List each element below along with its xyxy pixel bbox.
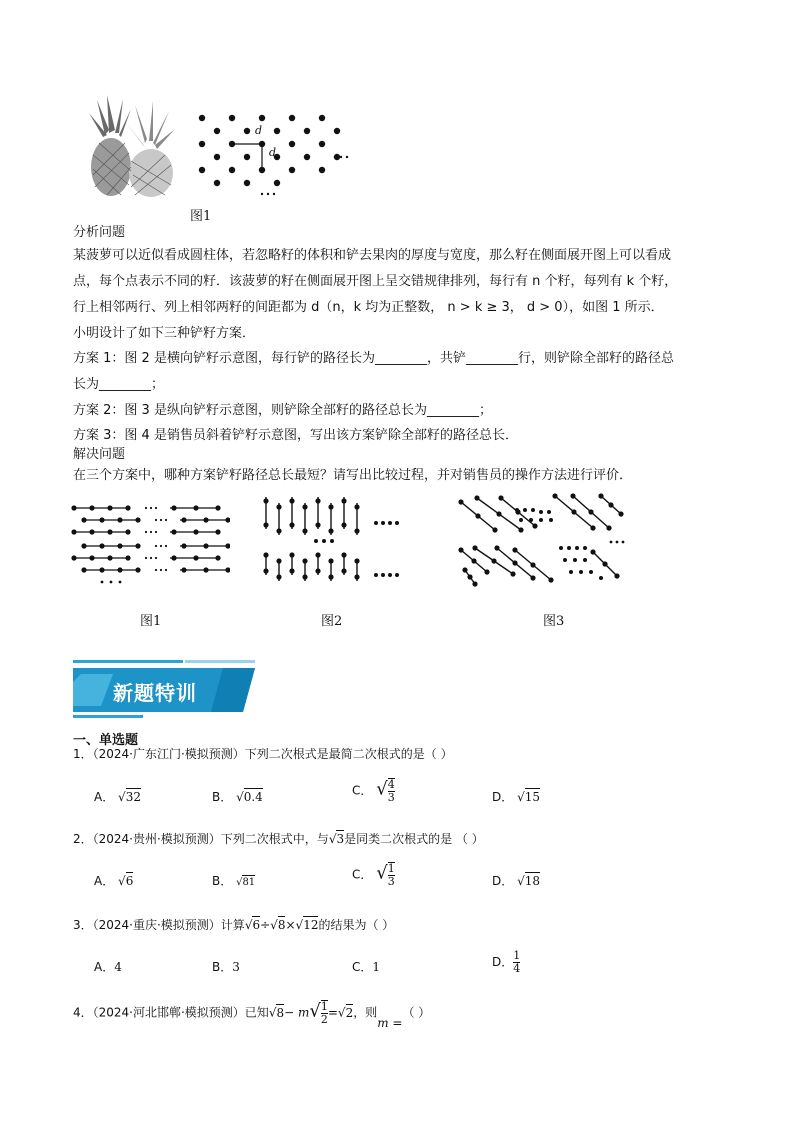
- ellipsis-dot: [101, 581, 104, 584]
- seed-dot: [225, 517, 230, 522]
- seed-dot: [289, 115, 295, 121]
- seed-dot: [606, 525, 611, 530]
- seed-dot: [289, 552, 294, 557]
- ellipsis-dot: [165, 519, 167, 521]
- seed-dot: [203, 517, 208, 522]
- ellipsis-dot: [155, 569, 157, 571]
- q2-option-b[interactable]: B． √81: [212, 874, 256, 888]
- ellipsis-dot: [165, 545, 167, 547]
- seed-dot: [81, 567, 86, 572]
- seed-dot: [89, 529, 94, 534]
- distance-label-vertical: d: [269, 146, 277, 159]
- seed-dot: [259, 115, 265, 121]
- paragraph-line: 点，每个点表示不同的籽．该菠萝的籽在侧面展开图上呈交错规律排列，每行有 n 个籽，每列有 k 个籽，: [73, 274, 678, 289]
- seed-dot: [529, 518, 533, 522]
- seed-dot: [304, 154, 310, 160]
- ellipsis-dot: [150, 507, 152, 509]
- q2-option-c[interactable]: C． √ $\frac{1}{3}$: [352, 862, 395, 888]
- seed-dot: [618, 511, 623, 516]
- seed-dot: [214, 180, 220, 186]
- seed-dot: [559, 546, 563, 550]
- scheme-1-line: 方案 1：图 2 是横向铲籽示意图，每行铲的路径长为________，共铲________行，则铲除全部籽的路径总: [73, 351, 674, 366]
- ellipsis-dot: [381, 573, 385, 577]
- seed-dot: [549, 518, 553, 522]
- seed-dot: [117, 543, 122, 548]
- seed-dot: [589, 570, 593, 574]
- ellipsis-dot: [381, 521, 385, 525]
- ellipsis-dot: [388, 573, 392, 577]
- seed-dot: [215, 555, 220, 560]
- paragraph-line: 在三个方案中，哪种方案铲籽路径总长最短？请写出比较过程，并对销售员的操作方法进行评价．: [73, 468, 633, 483]
- ellipsis-dot: [155, 557, 157, 559]
- ellipsis-dot: [110, 581, 113, 584]
- seed-dot: [229, 167, 235, 173]
- scheme-1-line-cont: 长为________；: [73, 377, 165, 392]
- seed-dot: [494, 545, 499, 550]
- q1-option-b[interactable]: B． √0.4: [212, 790, 263, 804]
- seed-dot: [315, 522, 320, 527]
- ellipsis-dot: [346, 156, 348, 158]
- paragraph-line: 行上相邻两行、列上相邻两籽的间距都为 d（n，k 均为正整数， n > k ≥ 3， d > 0），如图 1 所示．: [73, 300, 664, 315]
- fraction: $\frac{1}{3}$: [387, 862, 395, 888]
- seed-dot: [289, 141, 295, 147]
- seed-dot: [107, 555, 112, 560]
- seed-dot: [354, 558, 359, 563]
- seed-dot: [571, 509, 576, 514]
- sqrt-expression: √0.4: [236, 790, 263, 804]
- seed-dot: [575, 546, 579, 550]
- seed-dot: [276, 558, 281, 563]
- ellipsis-dot: [160, 569, 162, 571]
- seed-dot: [107, 529, 112, 534]
- q3-option-d[interactable]: D． $\frac{1}{4}$: [492, 949, 521, 975]
- seed-dot: [608, 502, 613, 507]
- seed-dot: [199, 115, 205, 121]
- ellipsis-dot: [610, 541, 613, 544]
- seed-dot: [71, 555, 76, 560]
- scheme-3-line: 方案 3：图 4 是销售员斜着铲籽示意图，写出该方案铲除全部籽的路径总长．: [73, 428, 518, 443]
- seed-dot: [354, 504, 359, 509]
- seed-dot: [214, 128, 220, 134]
- fraction: $\frac{1}{2}$: [320, 1000, 328, 1026]
- ellipsis-dot: [273, 193, 275, 195]
- ellipsis-dot: [267, 193, 269, 195]
- seed-dot: [274, 180, 280, 186]
- seed-dot: [569, 570, 573, 574]
- seed-dot: [135, 567, 140, 572]
- seed-dot: [289, 568, 294, 573]
- seed-dot: [590, 549, 595, 554]
- seed-dot: [496, 511, 501, 516]
- seed-dot: [458, 547, 463, 552]
- seed-dot: [89, 505, 94, 510]
- fraction: $\frac{4}{3}$: [387, 778, 395, 804]
- sqrt-expression: √3: [328, 832, 345, 846]
- q2-option-d[interactable]: D． √18: [492, 874, 541, 888]
- seed-dot: [302, 574, 307, 579]
- seed-dot: [203, 567, 208, 572]
- seed-dot: [225, 543, 230, 548]
- seed-dot: [125, 529, 130, 534]
- ellipsis-dot: [330, 539, 334, 543]
- paragraph-line: 小明设计了如下三种铲籽方案．: [73, 326, 256, 341]
- seed-dot: [539, 510, 543, 514]
- seed-dot: [334, 128, 340, 134]
- ellipsis-dot: [155, 519, 157, 521]
- seed-dot: [289, 167, 295, 173]
- seed-dot: [354, 528, 359, 533]
- seed-dot: [289, 522, 294, 527]
- sqrt-expression: √32: [118, 790, 141, 804]
- seed-dot: [263, 522, 268, 527]
- seed-dot: [304, 128, 310, 134]
- seed-dot: [135, 543, 140, 548]
- section-banner: [73, 660, 258, 720]
- ellipsis-dot: [155, 531, 157, 533]
- seed-dot: [315, 568, 320, 573]
- diagonal-scheme-diagram: [455, 490, 630, 595]
- seed-dot: [599, 576, 603, 580]
- seed-dot: [588, 509, 593, 514]
- seed-dot: [181, 517, 186, 522]
- seed-dot: [341, 552, 346, 557]
- seed-dot: [214, 154, 220, 160]
- figure-caption-top: 图1: [190, 209, 212, 224]
- seed-dot: [203, 543, 208, 548]
- ellipsis-dot: [119, 581, 122, 584]
- ellipsis-dot: [388, 521, 392, 525]
- seed-dot: [81, 543, 86, 548]
- seed-dot: [614, 573, 619, 578]
- seed-dot: [570, 493, 575, 498]
- figure-caption-1: 图1: [140, 614, 162, 629]
- seed-dot: [531, 508, 535, 512]
- seed-dot: [263, 498, 268, 503]
- ellipsis-dot: [374, 573, 378, 577]
- seed-dot: [215, 529, 220, 534]
- seed-dot: [181, 543, 186, 548]
- seed-dot: [244, 180, 250, 186]
- seed-dot: [171, 529, 176, 534]
- seed-dot: [125, 555, 130, 560]
- pineapple-photo: [85, 95, 175, 197]
- seed-dot: [341, 522, 346, 527]
- seed-dot: [472, 545, 477, 550]
- ellipsis-dot: [150, 557, 152, 559]
- sqrt-expression: √81: [236, 877, 256, 888]
- seed-dot: [532, 523, 537, 528]
- q3-option-b[interactable]: B．3: [212, 960, 240, 974]
- seed-dot: [530, 575, 535, 580]
- ellipsis-dot: [395, 573, 399, 577]
- ellipsis-dot: [261, 193, 263, 195]
- figure-caption-3: 图3: [543, 614, 565, 629]
- seed-dot: [193, 555, 198, 560]
- question-4-stem: 4．（2024·河北邯郸·模拟预测）已知√8− m√ $\frac{1}{2}$ =√2，则m =（ ）: [73, 1000, 431, 1030]
- seed-dot: [567, 546, 571, 550]
- seed-dot: [276, 504, 281, 509]
- q1-option-c[interactable]: C． √ $\frac{4}{3}$: [352, 778, 395, 804]
- ellipsis-dot: [322, 539, 326, 543]
- seed-dot: [471, 558, 476, 563]
- seed-dot: [492, 527, 497, 532]
- seed-dot: [354, 574, 359, 579]
- seed-dot: [193, 529, 198, 534]
- q2-option-a[interactable]: A． √6: [94, 874, 134, 888]
- banner-title: 新题特训: [113, 681, 197, 705]
- seed-dot: [276, 574, 281, 579]
- vertical-scheme-diagram: [258, 495, 418, 590]
- seed-dot: [171, 505, 176, 510]
- seed-dot: [89, 555, 94, 560]
- sqrt-fraction: √: [376, 862, 388, 884]
- seed-dot: [225, 567, 230, 572]
- seed-dot: [107, 505, 112, 510]
- ellipsis-dot: [334, 156, 336, 158]
- ellipsis-dot: [616, 541, 619, 544]
- seed-dot: [181, 567, 186, 572]
- ellipsis-dot: [374, 521, 378, 525]
- seed-dot: [117, 517, 122, 522]
- seed-dot: [199, 167, 205, 173]
- seed-dot: [302, 558, 307, 563]
- ellipsis-dot: [150, 531, 152, 533]
- seed-dot: [602, 561, 607, 566]
- seed-dot: [530, 562, 535, 567]
- seed-dot: [328, 558, 333, 563]
- seed-dot: [462, 567, 467, 572]
- seed-dot: [579, 570, 583, 574]
- seed-dot: [276, 528, 281, 533]
- ellipsis-dot: [622, 541, 625, 544]
- ellipsis-dot: [340, 156, 342, 158]
- seed-dot: [193, 505, 198, 510]
- seed-dot: [302, 504, 307, 509]
- ellipsis-dot: [314, 539, 318, 543]
- seed-dot: [99, 567, 104, 572]
- seed-dot: [590, 525, 595, 530]
- seed-lattice-figure: [190, 108, 360, 200]
- ellipsis-dot: [395, 521, 399, 525]
- seed-dot: [510, 571, 515, 576]
- seed-dot: [302, 528, 307, 533]
- seed-dot: [458, 499, 463, 504]
- sqrt-expression: √6: [118, 874, 134, 888]
- seed-dot: [263, 568, 268, 573]
- seed-dot: [475, 513, 480, 518]
- question-2-stem: 2．（2024·贵州·模拟预测）下列二次根式中，与√3是同类二次根式的是 （ ）: [73, 832, 484, 846]
- seed-dot: [512, 560, 517, 565]
- seed-dot: [171, 555, 176, 560]
- seed-dot: [474, 495, 479, 500]
- ellipsis-dot: [160, 519, 162, 521]
- scheme-2-line: 方案 2：图 3 是纵向铲籽示意图，则铲除全部籽的路径总长为________；: [73, 403, 492, 418]
- ellipsis-dot: [155, 545, 157, 547]
- seed-dot: [319, 115, 325, 121]
- figure-caption-2: 图2: [321, 614, 343, 629]
- sqrt-fraction: √: [376, 778, 388, 800]
- question-3-stem: 3．（2024·重庆·模拟预测）计算√6÷√8×√12的结果为（ ）: [73, 918, 395, 932]
- seed-dot: [512, 547, 517, 552]
- seed-dot: [229, 115, 235, 121]
- seed-dot: [472, 581, 477, 586]
- seed-dot: [274, 128, 280, 134]
- seed-dot: [99, 543, 104, 548]
- seed-dot: [125, 505, 130, 510]
- ellipsis-dot: [145, 507, 147, 509]
- seed-dot: [515, 508, 519, 512]
- seed-dot: [315, 498, 320, 503]
- seed-dot: [71, 505, 76, 510]
- seed-dot: [573, 558, 577, 562]
- analysis-heading: 分析问题: [73, 225, 126, 240]
- seed-dot: [199, 141, 205, 147]
- seed-dot: [539, 518, 543, 522]
- seed-dot: [563, 558, 567, 562]
- seed-dot: [81, 517, 86, 522]
- seed-dot: [547, 510, 551, 514]
- distance-label-horizontal: d: [255, 124, 263, 137]
- sqrt-expression: √15: [517, 790, 541, 804]
- seed-dot: [215, 505, 220, 510]
- seed-dot: [328, 574, 333, 579]
- seed-dot: [552, 493, 557, 498]
- fraction: $\frac{1}{4}$: [513, 949, 521, 975]
- paragraph-line: 某菠萝可以近似看成圆柱体，若忽略籽的体积和铲去果肉的厚度与宽度，那么籽在侧面展开图上可以看成: [73, 248, 672, 263]
- ellipsis-dot: [145, 557, 147, 559]
- seed-dot: [498, 495, 503, 500]
- seed-dot: [319, 141, 325, 147]
- seed-dot: [319, 167, 325, 173]
- seed-dot: [263, 552, 268, 557]
- seed-dot: [548, 577, 553, 582]
- seed-dot: [519, 518, 523, 522]
- ellipsis-dot: [165, 569, 167, 571]
- seed-dot: [315, 552, 320, 557]
- question-1-stem: 1．（2024·广东江门·模拟预测）下列二次根式是最简二次根式的是（ ）: [73, 747, 453, 761]
- seed-dot: [491, 558, 496, 563]
- ellipsis-dot: [155, 507, 157, 509]
- horizontal-scheme-diagram: [70, 500, 230, 590]
- seed-dot: [117, 567, 122, 572]
- seed-dot: [523, 508, 527, 512]
- solve-heading: 解决问题: [73, 447, 126, 462]
- seed-dot: [244, 154, 250, 160]
- ellipsis-dot: [145, 531, 147, 533]
- q3-option-a[interactable]: A．4: [94, 960, 122, 974]
- seed-dot: [583, 558, 587, 562]
- seed-dot: [328, 528, 333, 533]
- seed-dot: [341, 568, 346, 573]
- seed-dot: [244, 128, 250, 134]
- seed-dot: [341, 498, 346, 503]
- ellipsis-dot: [160, 545, 162, 547]
- seed-dot: [467, 574, 472, 579]
- seed-dot: [99, 517, 104, 522]
- seed-dot: [583, 546, 587, 550]
- seed-dot: [289, 498, 294, 503]
- seed-dot: [135, 517, 140, 522]
- sqrt-expression: √18: [517, 874, 541, 888]
- q1-option-d[interactable]: D． √15: [492, 790, 541, 804]
- seed-dot: [71, 529, 76, 534]
- seed-dot: [518, 527, 523, 532]
- seed-dot: [598, 493, 603, 498]
- q3-option-c[interactable]: C．1: [352, 960, 381, 974]
- section-heading: 一、单选题: [73, 733, 139, 748]
- seed-dot: [484, 569, 489, 574]
- seed-dot: [328, 504, 333, 509]
- q1-option-a[interactable]: A． √32: [94, 790, 141, 804]
